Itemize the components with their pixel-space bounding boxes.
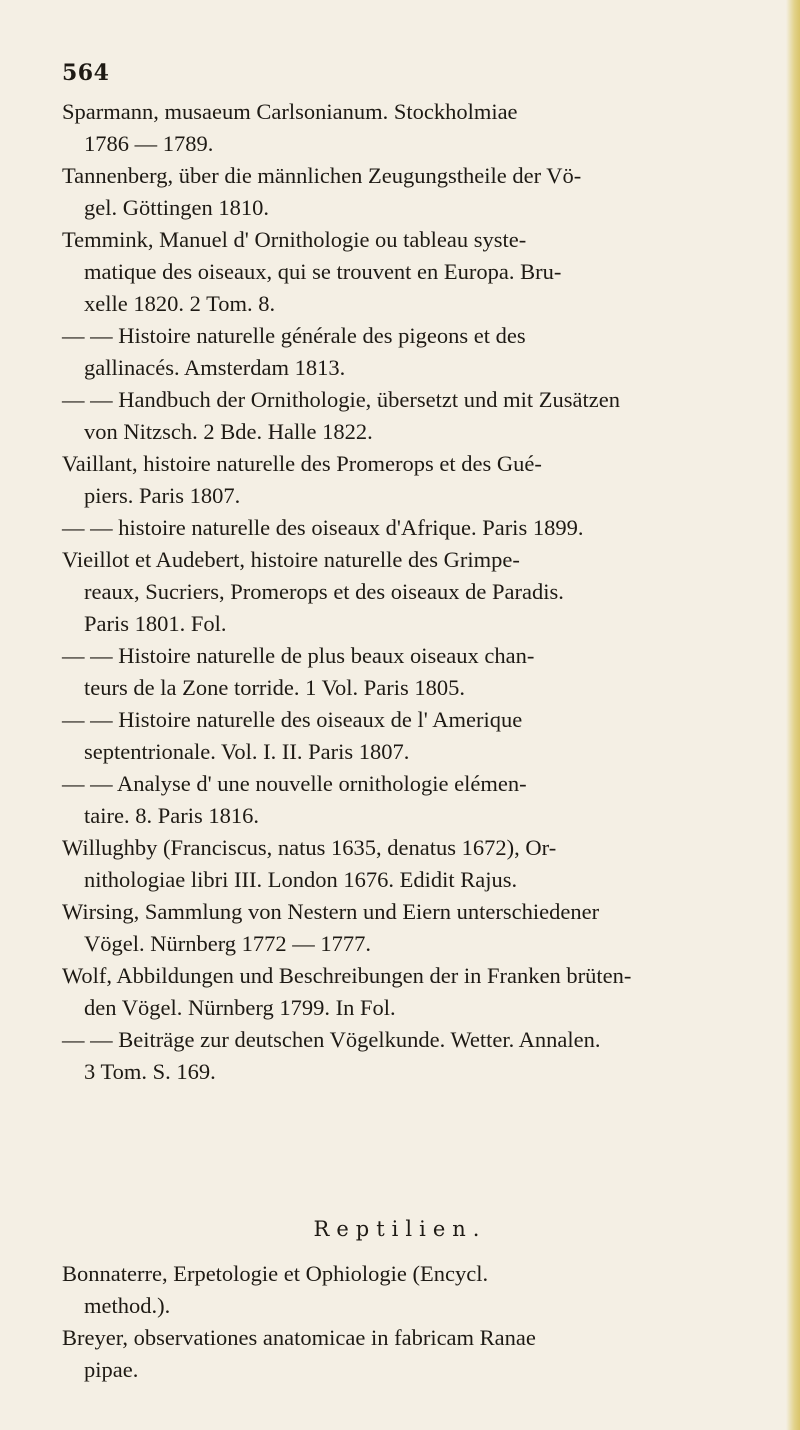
entry-line: Breyer, observationes anatomicae in fabricam Ranae: [62, 1325, 536, 1350]
entry-line: Vaillant, histoire naturelle des Promerops et des Gué-: [62, 451, 542, 476]
entry-line: Willughby (Franciscus, natus 1635, denatus 1672), Or-: [62, 835, 557, 860]
entry-line: piers. Paris 1807.: [84, 483, 241, 508]
entry-line: 1786 — 1789.: [84, 131, 214, 156]
bibliography-entry: [62, 512, 752, 544]
bibliography-entry: [62, 768, 752, 832]
bibliography-entry: [62, 1322, 752, 1386]
entry-line: nithologiae libri III. London 1676. Edidit Rajus.: [84, 867, 518, 892]
entry-line: Wirsing, Sammlung von Nestern und Eiern unterschiedener: [62, 899, 600, 924]
bibliography-entry: [62, 640, 752, 704]
bibliography-entry: [62, 224, 752, 320]
bibliography-entry: [62, 384, 752, 448]
bibliography-entry: [62, 1258, 752, 1322]
bibliography-entry: [62, 832, 752, 896]
bibliography-entry: [62, 320, 752, 384]
page-number: 564: [62, 60, 110, 86]
entry-line: Tannenberg, über die männlichen Zeugungstheile der Vö-: [62, 163, 582, 188]
entry-line: Sparmann, musaeum Carlsonianum. Stockholmiae: [62, 99, 518, 124]
entry-line: Vögel. Nürnberg 1772 — 1777.: [84, 931, 372, 956]
entry-line: septentrionale. Vol. I. II. Paris 1807.: [84, 739, 410, 764]
entry-line: Vieillot et Audebert, histoire naturelle des Grimpe-: [62, 547, 520, 572]
entry-line: pipae.: [84, 1357, 139, 1382]
entry-line: xelle 1820. 2 Tom. 8.: [84, 291, 276, 316]
entry-line: Wolf, Abbildungen und Beschreibungen der in Franken brüten-: [62, 963, 632, 988]
bibliography-entry: [62, 960, 752, 1024]
entry-line: 3 Tom. S. 169.: [84, 1059, 216, 1084]
entry-line: — — Analyse d' une nouvelle ornithologie elémen-: [62, 771, 527, 796]
entry-line: method.).: [84, 1293, 171, 1318]
entry-line: Paris 1801. Fol.: [84, 611, 227, 636]
entry-line: Temmink, Manuel d' Ornithologie ou tableau syste-: [62, 227, 527, 252]
entry-line: — — Histoire naturelle générale des pigeons et des: [62, 323, 526, 348]
bibliography-entry: [62, 1024, 752, 1088]
page-edge: [786, 0, 800, 1430]
entry-line: Bonnaterre, Erpetologie et Ophiologie (Encycl.: [62, 1261, 489, 1286]
entry-line: gallinacés. Amsterdam 1813.: [84, 355, 346, 380]
entry-line: gel. Göttingen 1810.: [84, 195, 269, 220]
entry-line: — — histoire naturelle des oiseaux d'Afrique. Paris 1899.: [62, 515, 584, 540]
bibliography-list: [62, 96, 752, 1088]
bibliography-entry: [62, 896, 752, 960]
bibliography-entry: [62, 544, 752, 640]
bibliography-entry: [62, 704, 752, 768]
bibliography-entry: [62, 96, 752, 160]
entry-line: matique des oiseaux, qui se trouvent en Europa. Bru-: [84, 259, 562, 284]
bibliography-list-reptiles: [62, 1258, 752, 1386]
bibliography-entry: [62, 160, 752, 224]
entry-line: teurs de la Zone torride. 1 Vol. Paris 1805.: [84, 675, 465, 700]
entry-line: — — Beiträge zur deutschen Vögelkunde. Wetter. Annalen.: [62, 1027, 601, 1052]
section-heading: Reptilien.: [313, 1217, 487, 1241]
entry-line: den Vögel. Nürnberg 1799. In Fol.: [84, 995, 396, 1020]
entry-line: — — Histoire naturelle des oiseaux de l' Amerique: [62, 707, 523, 732]
entry-line: — — Histoire naturelle de plus beaux oiseaux chan-: [62, 643, 535, 668]
entry-line: taire. 8. Paris 1816.: [84, 803, 259, 828]
entry-line: von Nitzsch. 2 Bde. Halle 1822.: [84, 419, 373, 444]
bibliography-entry: [62, 448, 752, 512]
entry-line: reaux, Sucriers, Promerops et des oiseaux de Paradis.: [84, 579, 564, 604]
entry-line: — — Handbuch der Ornithologie, übersetzt und mit Zusätzen: [62, 387, 620, 412]
